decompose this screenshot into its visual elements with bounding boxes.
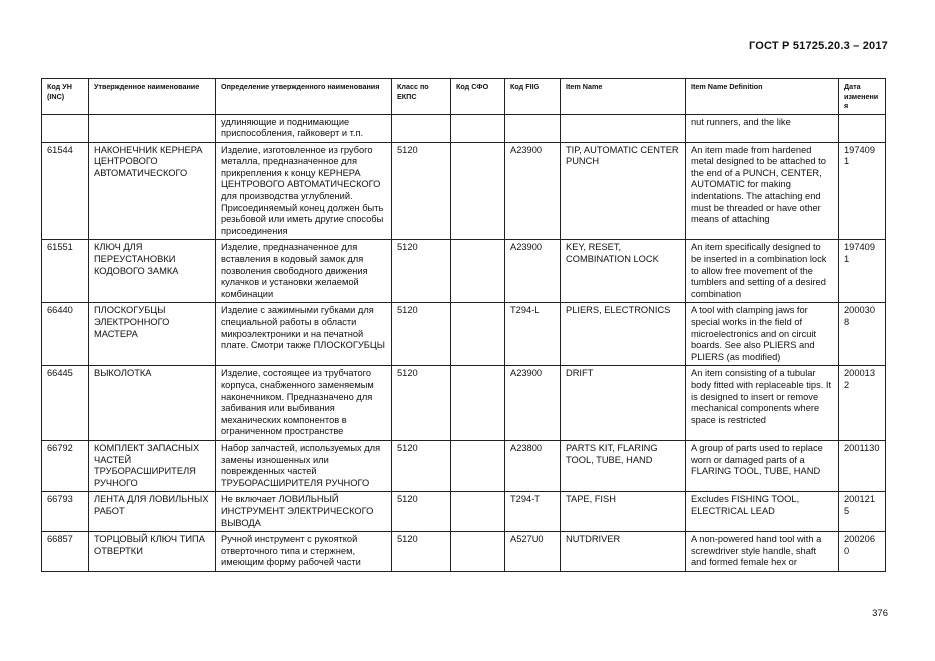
- table-row: [42, 240, 886, 303]
- cell-sfo: [451, 240, 505, 303]
- cell-item-definition: A group of parts used to replace worn or damaged parts of a FLARING TOOL, TUBE, HAND: [686, 440, 839, 491]
- cell-sfo: [451, 532, 505, 572]
- cell-date: 1974091: [839, 142, 886, 240]
- cell-sfo: [451, 366, 505, 441]
- cell-definition: Набор запчастей, используемых для замены изношенных или поврежденных частей ТРУБОРАСШИРИТЕЛЯ РУЧНОГО: [216, 440, 392, 491]
- col-header-class: Класс по ЕКПС: [392, 79, 451, 115]
- cell-date: 1974091: [839, 240, 886, 303]
- cell-sfo: [451, 492, 505, 532]
- cell-inc: 61551: [42, 240, 89, 303]
- col-header-definition: Определение утвержденного наименования: [216, 79, 392, 115]
- cell-item-name: TAPE, FISH: [561, 492, 686, 532]
- cell-item-name: PLIERS, ELECTRONICS: [561, 303, 686, 366]
- table-row: [42, 532, 886, 572]
- cell-fiig: A23900: [505, 240, 561, 303]
- cell-fiig: A527U0: [505, 532, 561, 572]
- cell-item-definition: A non-powered hand tool with a screwdriver style handle, shaft and formed female hex or: [686, 532, 839, 572]
- cell-fiig: T294-L: [505, 303, 561, 366]
- table-row: [42, 440, 886, 491]
- cell-item-definition: An item made from hardened metal designed to be attached to the end of a PUNCH, CENTER, AUTOMATIC for making indentations. The attaching end must be threaded or have other means of attaching: [686, 142, 839, 240]
- cell-name: ЛЕНТА ДЛЯ ЛОВИЛЬНЫХ РАБОТ: [89, 492, 216, 532]
- cell-definition: Изделие, состоящее из трубчатого корпуса, снабженного заменяемым наконечником. Предназначено для забивания или выбивания механических компонентов в ограниченном пространстве: [216, 366, 392, 441]
- col-header-sfo: Код СФО: [451, 79, 505, 115]
- table-row: [42, 492, 886, 532]
- cell-class: 5120: [392, 532, 451, 572]
- cell-item-name: PARTS KIT, FLARING TOOL, TUBE, HAND: [561, 440, 686, 491]
- cell-fiig: A23900: [505, 142, 561, 240]
- cell-date: 2001130: [839, 440, 886, 491]
- cell-item-definition: An item consisting of a tubular body fitted with replaceable tips. It is designed to insert or remove mechanical components where space is restricted: [686, 366, 839, 441]
- cell-item-name: DRIFT: [561, 366, 686, 441]
- cell-item-name: TIP, AUTOMATIC CENTER PUNCH: [561, 142, 686, 240]
- cell-definition: Изделие, изготовленное из грубого металла, предназначенное для прикрепления к концу КЕРНЕРА ЦЕНТРОВОГО АВТОМАТИЧЕСКОГО для производства углублений. Присоединяемый конец должен быть резьбовой или иметь другие способы присоединения: [216, 142, 392, 240]
- catalog-table: [41, 78, 886, 572]
- cell-inc: 66440: [42, 303, 89, 366]
- cell-class: 5120: [392, 492, 451, 532]
- page-number: 376: [872, 608, 888, 619]
- cell-definition: Не включает ЛОВИЛЬНЫЙ ИНСТРУМЕНТ ЭЛЕКТРИЧЕСКОГО ВЫВОДА: [216, 492, 392, 532]
- cell-name: ТОРЦОВЫЙ КЛЮЧ ТИПА ОТВЕРТКИ: [89, 532, 216, 572]
- cell-inc: 66792: [42, 440, 89, 491]
- cell-class: 5120: [392, 440, 451, 491]
- cell-inc: 61544: [42, 142, 89, 240]
- cell-name: КОМПЛЕКТ ЗАПАСНЫХ ЧАСТЕЙ ТРУБОРАСШИРИТЕЛЯ РУЧНОГО: [89, 440, 216, 491]
- cell-class: 5120: [392, 142, 451, 240]
- cell-fiig: T294-T: [505, 492, 561, 532]
- cell-class: 5120: [392, 303, 451, 366]
- cell-date: 2002060: [839, 532, 886, 572]
- cell-date: 2000132: [839, 366, 886, 441]
- col-header-name: Утвержденное наименование: [89, 79, 216, 115]
- cell-fiig: A23900: [505, 366, 561, 441]
- cell-definition: Ручной инструмент с рукояткой отверточного типа и стержнем, имеющим форму рабочей части: [216, 532, 392, 572]
- cell-inc: 66445: [42, 366, 89, 441]
- cell-sfo: [451, 303, 505, 366]
- cell-item-name: [561, 114, 686, 142]
- cell-item-definition: nut runners, and the like: [686, 114, 839, 142]
- cell-class: 5120: [392, 366, 451, 441]
- cell-definition: Изделие, предназначенное для вставления в кодовый замок для позволения свободного движения кулачков и установки желаемой комбинации: [216, 240, 392, 303]
- cell-name: КЛЮЧ ДЛЯ ПЕРЕУСТАНОВКИ КОДОВОГО ЗАМКА: [89, 240, 216, 303]
- cell-item-definition: An item specifically designed to be inserted in a combination lock to allow free movement of the tumblers and setting of a desired combination: [686, 240, 839, 303]
- document-title: ГОСТ Р 51725.20.3 – 2017: [748, 40, 888, 52]
- cell-date: [839, 114, 886, 142]
- cell-inc: [42, 114, 89, 142]
- cell-definition: удлиняющие и поднимающие приспособления, гайковерт и т.п.: [216, 114, 392, 142]
- cell-sfo: [451, 440, 505, 491]
- cell-name: ВЫКОЛОТКА: [89, 366, 216, 441]
- table-header-row: [42, 79, 886, 115]
- cell-date: 2000308: [839, 303, 886, 366]
- cell-name: НАКОНЕЧНИК КЕРНЕРА ЦЕНТРОВОГО АВТОМАТИЧЕСКОГО: [89, 142, 216, 240]
- col-header-inc: Код УН (INC): [42, 79, 89, 115]
- cell-name: ПЛОСКОГУБЦЫ ЭЛЕКТРОННОГО МАСТЕРА: [89, 303, 216, 366]
- cell-item-name: KEY, RESET, COMBINATION LOCK: [561, 240, 686, 303]
- col-header-fiig: Код FIIG: [505, 79, 561, 115]
- cell-class: [392, 114, 451, 142]
- table-row: [42, 303, 886, 366]
- cell-sfo: [451, 142, 505, 240]
- cell-class: 5120: [392, 240, 451, 303]
- cell-item-definition: A tool with clamping jaws for special works in the field of microelectronics and on circuit boards. See also PLIERS and PLIERS (as modified): [686, 303, 839, 366]
- cell-inc: 66793: [42, 492, 89, 532]
- col-header-item-name: Item Name: [561, 79, 686, 115]
- cell-date: 2001215: [839, 492, 886, 532]
- table-row: [42, 366, 886, 441]
- col-header-date: Дата изменения: [839, 79, 886, 115]
- cell-item-definition: Excludes FISHING TOOL, ELECTRICAL LEAD: [686, 492, 839, 532]
- cell-sfo: [451, 114, 505, 142]
- cell-inc: 66857: [42, 532, 89, 572]
- table-row: [42, 142, 886, 240]
- cell-name: [89, 114, 216, 142]
- cell-item-name: NUTDRIVER: [561, 532, 686, 572]
- col-header-item-definition: Item Name Definition: [686, 79, 839, 115]
- cell-fiig: [505, 114, 561, 142]
- cell-fiig: A23800: [505, 440, 561, 491]
- cell-definition: Изделие с зажимными губками для специальной работы в области микроэлектроники и на печатной плате. Смотри также ПЛОСКОГУБЦЫ: [216, 303, 392, 366]
- continuation-row: [42, 114, 886, 142]
